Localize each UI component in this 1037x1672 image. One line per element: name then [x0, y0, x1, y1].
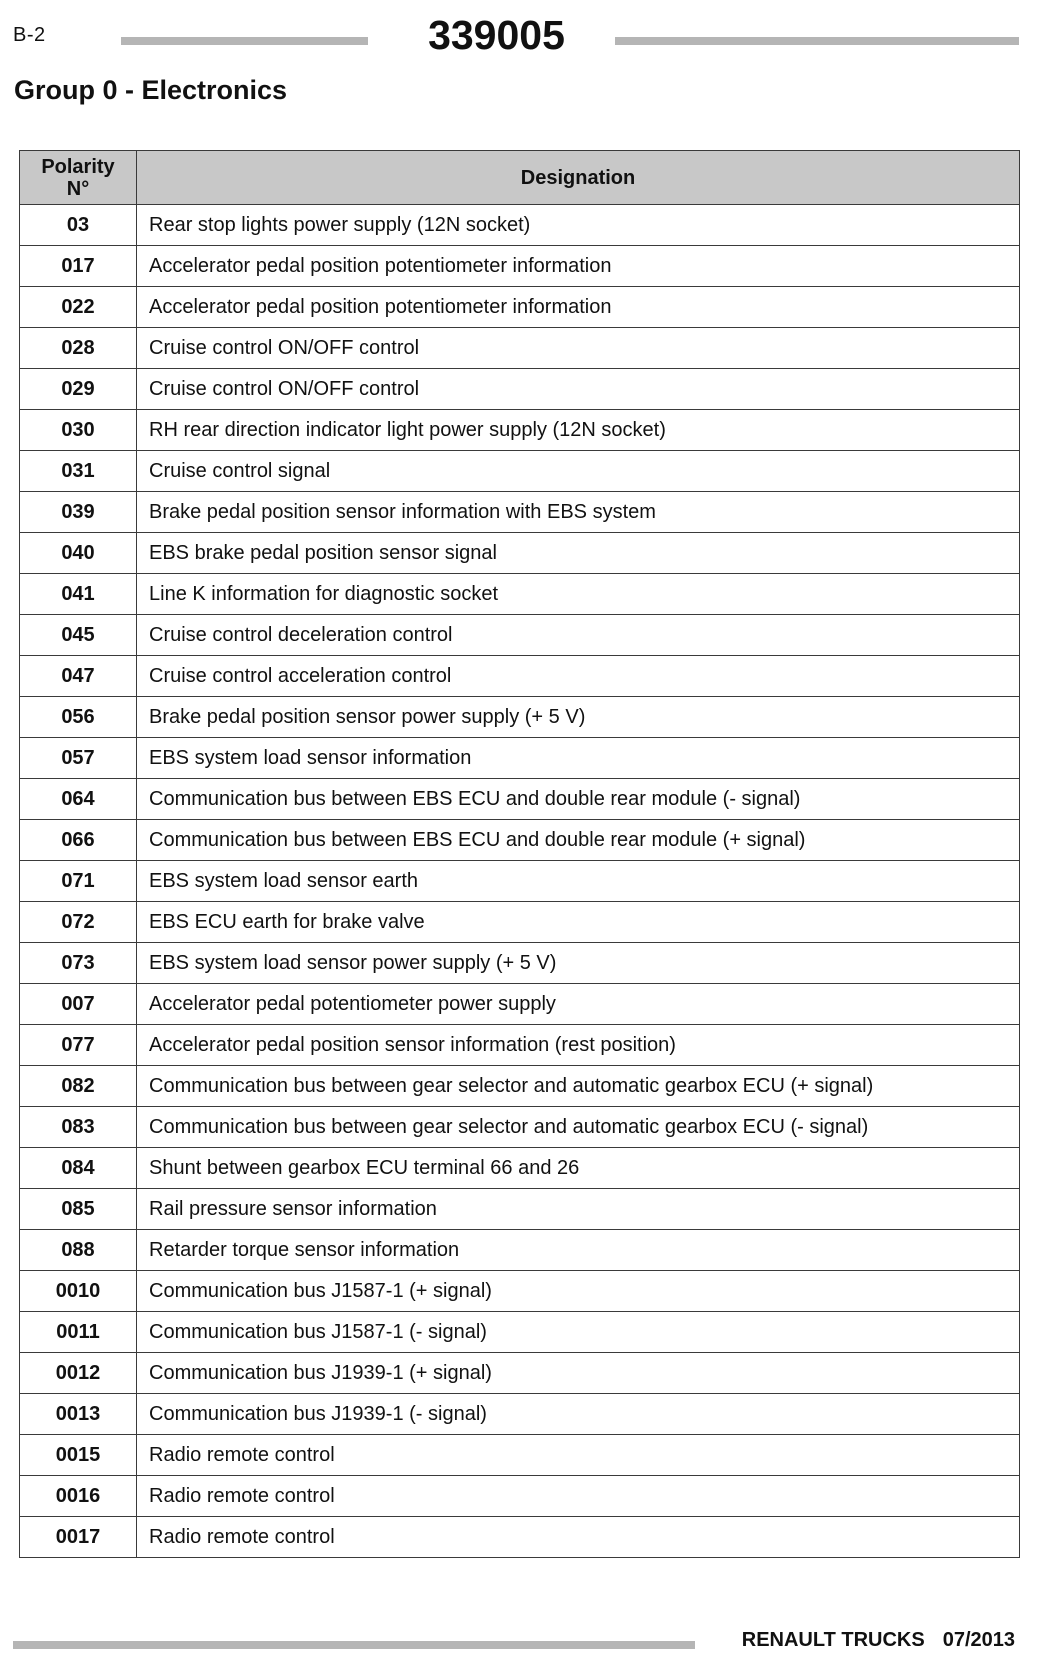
table-row	[20, 1230, 1020, 1271]
polarity-cell: 084	[20, 1148, 137, 1189]
table-row	[20, 779, 1020, 820]
designation-cell: Accelerator pedal position potentiometer information	[137, 246, 1020, 287]
polarity-cell: 0011	[20, 1312, 137, 1353]
polarity-cell: 083	[20, 1107, 137, 1148]
polarity-cell: 088	[20, 1230, 137, 1271]
table-row	[20, 533, 1020, 574]
polarity-cell: 022	[20, 287, 137, 328]
table-row	[20, 1025, 1020, 1066]
table-row	[20, 697, 1020, 738]
designation-cell: EBS ECU earth for brake valve	[137, 902, 1020, 943]
polarity-cell: 082	[20, 1066, 137, 1107]
polarity-cell: 056	[20, 697, 137, 738]
table-row	[20, 656, 1020, 697]
polarity-cell: 0015	[20, 1435, 137, 1476]
designation-cell: Radio remote control	[137, 1517, 1020, 1558]
group-title: Group 0 - Electronics	[14, 75, 288, 105]
designation-cell: RH rear direction indicator light power supply (12N socket)	[137, 410, 1020, 451]
document-number: 339005	[428, 12, 565, 58]
table-row	[20, 1435, 1020, 1476]
footer	[742, 1629, 1015, 1652]
table-row	[20, 943, 1020, 984]
designation-cell: Cruise control deceleration control	[137, 615, 1020, 656]
designation-cell: Cruise control signal	[137, 451, 1020, 492]
designation-cell: Radio remote control	[137, 1435, 1020, 1476]
designation-cell: Communication bus between EBS ECU and double rear module (- signal)	[137, 779, 1020, 820]
table-row	[20, 861, 1020, 902]
polarity-header-line2: N°	[66, 177, 90, 200]
table-row	[20, 1312, 1020, 1353]
designation-cell: Cruise control ON/OFF control	[137, 328, 1020, 369]
designation-column-header: Designation	[137, 151, 1020, 205]
page-reference: B-2	[13, 24, 46, 46]
polarity-cell: 039	[20, 492, 137, 533]
polarity-cell: 031	[20, 451, 137, 492]
polarity-cell: 047	[20, 656, 137, 697]
designation-cell: Communication bus between gear selector and automatic gearbox ECU (- signal)	[137, 1107, 1020, 1148]
designation-cell: Shunt between gearbox ECU terminal 66 and 26	[137, 1148, 1020, 1189]
table-body	[20, 205, 1020, 1558]
designation-cell: Accelerator pedal position sensor information (rest position)	[137, 1025, 1020, 1066]
designation-cell: Communication bus between EBS ECU and double rear module (+ signal)	[137, 820, 1020, 861]
table-row	[20, 1189, 1020, 1230]
table-row	[20, 246, 1020, 287]
polarity-cell: 028	[20, 328, 137, 369]
table-row	[20, 410, 1020, 451]
table-row	[20, 451, 1020, 492]
table-row	[20, 902, 1020, 943]
polarity-cell: 0013	[20, 1394, 137, 1435]
polarity-column-header	[20, 151, 137, 205]
polarity-cell: 0010	[20, 1271, 137, 1312]
footer-brand: RENAULT TRUCKS	[741, 1629, 925, 1651]
designation-cell: Cruise control acceleration control	[137, 656, 1020, 697]
designation-cell: Communication bus J1939-1 (- signal)	[137, 1394, 1020, 1435]
designation-cell: Line K information for diagnostic socket	[137, 574, 1020, 615]
table-row	[20, 574, 1020, 615]
polarity-cell: 030	[20, 410, 137, 451]
designation-cell: Retarder torque sensor information	[137, 1230, 1020, 1271]
polarity-cell: 057	[20, 738, 137, 779]
table-header-row	[20, 151, 1020, 205]
footer-date: 07/2013	[942, 1629, 1015, 1651]
table-row	[20, 1394, 1020, 1435]
table-row	[20, 492, 1020, 533]
designation-cell: Accelerator pedal potentiometer power supply	[137, 984, 1020, 1025]
polarity-cell: 007	[20, 984, 137, 1025]
table-row	[20, 328, 1020, 369]
polarity-table	[19, 150, 1020, 1558]
table-row	[20, 1353, 1020, 1394]
polarity-cell: 03	[20, 205, 137, 246]
table-row	[20, 615, 1020, 656]
table-row	[20, 205, 1020, 246]
designation-cell: EBS system load sensor power supply (+ 5 V)	[137, 943, 1020, 984]
designation-cell: Communication bus J1939-1 (+ signal)	[137, 1353, 1020, 1394]
polarity-cell: 045	[20, 615, 137, 656]
designation-cell: EBS system load sensor information	[137, 738, 1020, 779]
table-row	[20, 1271, 1020, 1312]
polarity-cell: 029	[20, 369, 137, 410]
designation-cell: Communication bus J1587-1 (+ signal)	[137, 1271, 1020, 1312]
table-row	[20, 369, 1020, 410]
designation-cell: Rail pressure sensor information	[137, 1189, 1020, 1230]
polarity-cell: 0017	[20, 1517, 137, 1558]
polarity-header-line1: Polarity	[41, 155, 115, 178]
polarity-cell: 085	[20, 1189, 137, 1230]
table-row	[20, 1066, 1020, 1107]
polarity-cell: 064	[20, 779, 137, 820]
designation-cell: Brake pedal position sensor power supply (+ 5 V)	[137, 697, 1020, 738]
header-rule-right	[615, 37, 1019, 45]
designation-cell: Brake pedal position sensor information with EBS system	[137, 492, 1020, 533]
table-row	[20, 1476, 1020, 1517]
table-row	[20, 1517, 1020, 1558]
polarity-cell: 072	[20, 902, 137, 943]
table-row	[20, 1107, 1020, 1148]
designation-cell: Cruise control ON/OFF control	[137, 369, 1020, 410]
designation-cell: Accelerator pedal position potentiometer information	[137, 287, 1020, 328]
table-row	[20, 820, 1020, 861]
polarity-cell: 077	[20, 1025, 137, 1066]
table-row	[20, 738, 1020, 779]
designation-cell: Radio remote control	[137, 1476, 1020, 1517]
table-row	[20, 287, 1020, 328]
table-row	[20, 1148, 1020, 1189]
polarity-cell: 0016	[20, 1476, 137, 1517]
polarity-cell: 041	[20, 574, 137, 615]
table-row	[20, 984, 1020, 1025]
header-rule-left	[121, 37, 368, 45]
designation-cell: EBS brake pedal position sensor signal	[137, 533, 1020, 574]
designation-cell: Communication bus J1587-1 (- signal)	[137, 1312, 1020, 1353]
designation-cell: Rear stop lights power supply (12N socket)	[137, 205, 1020, 246]
polarity-cell: 066	[20, 820, 137, 861]
polarity-cell: 071	[20, 861, 137, 902]
designation-cell: Communication bus between gear selector and automatic gearbox ECU (+ signal)	[137, 1066, 1020, 1107]
polarity-cell: 040	[20, 533, 137, 574]
polarity-cell: 017	[20, 246, 137, 287]
footer-rule	[13, 1641, 695, 1649]
polarity-cell: 073	[20, 943, 137, 984]
polarity-cell: 0012	[20, 1353, 137, 1394]
designation-cell: EBS system load sensor earth	[137, 861, 1020, 902]
